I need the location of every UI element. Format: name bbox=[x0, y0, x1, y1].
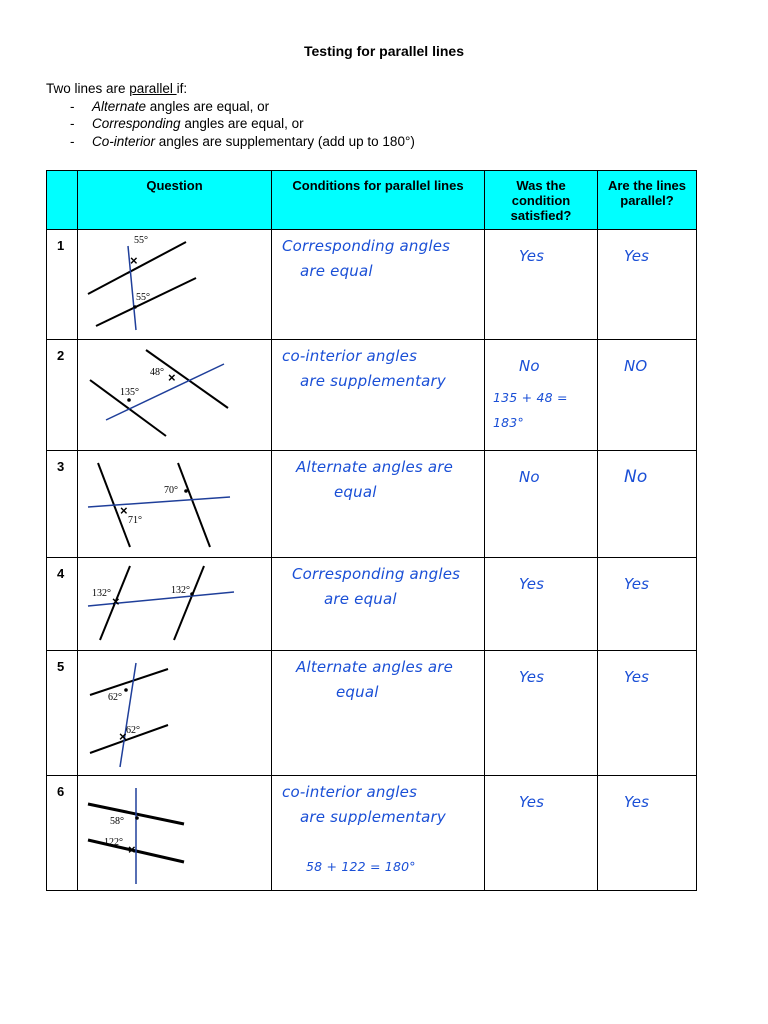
calculation: 58 + 122 = 180° bbox=[306, 859, 416, 874]
dot-mark bbox=[133, 305, 137, 309]
dot-mark bbox=[184, 489, 188, 493]
question-figure bbox=[78, 451, 272, 558]
satisfied-cell: Yes bbox=[485, 651, 598, 776]
table-row bbox=[47, 776, 697, 891]
parallel-cell: Yes bbox=[598, 776, 697, 891]
rule-item: - Co-interior angles are supplementary (add up to 180°) bbox=[70, 133, 415, 149]
question-figure bbox=[78, 340, 272, 451]
satisfied-cell: No bbox=[485, 451, 598, 558]
row-number: 5 bbox=[47, 651, 78, 776]
row-number: 2 bbox=[47, 340, 78, 451]
row-number: 6 bbox=[47, 776, 78, 891]
rule-item: - Alternate angles are equal, or bbox=[70, 98, 270, 114]
table-row bbox=[47, 651, 697, 776]
figure-q5 bbox=[78, 651, 272, 775]
calculation: 135 + 48 = 183° bbox=[493, 390, 568, 430]
dot-mark bbox=[127, 398, 131, 402]
figure-q6 bbox=[78, 776, 272, 890]
condition-cell: Alternate angles are equal bbox=[272, 651, 485, 776]
question-figure bbox=[78, 651, 272, 776]
lead-text: Two lines are bbox=[46, 81, 130, 96]
angle-label: 58° bbox=[110, 816, 124, 827]
cross-mark: × bbox=[130, 253, 138, 268]
satisfied-cell: Yes bbox=[485, 776, 598, 891]
angle-label: 135° bbox=[120, 387, 139, 398]
cross-mark: × bbox=[120, 503, 128, 518]
condition-cell: Corresponding angles are equal bbox=[272, 230, 485, 340]
header-conditions: Conditions for parallel lines bbox=[272, 171, 485, 230]
angle-label: 71° bbox=[128, 515, 142, 526]
satisfied-cell: Yes bbox=[485, 230, 598, 340]
row-number: 1 bbox=[47, 230, 78, 340]
dot-mark bbox=[135, 816, 139, 820]
question-figure bbox=[78, 230, 272, 340]
condition-cell: co-interior angles are supplementary 58 + 122 = 180° bbox=[272, 776, 485, 891]
header-parallel: Are the lines parallel? bbox=[598, 171, 697, 230]
rule-item: - Corresponding angles are equal, or bbox=[70, 116, 304, 131]
question-figure bbox=[78, 776, 272, 891]
condition-cell: Corresponding angles are equal bbox=[272, 558, 485, 651]
angle-label: 122° bbox=[104, 837, 123, 848]
parallel-cell: No bbox=[598, 451, 697, 558]
condition-cell: Alternate angles are equal bbox=[272, 451, 485, 558]
row-number: 4 bbox=[47, 558, 78, 651]
table-row bbox=[47, 558, 697, 651]
figure-q3 bbox=[78, 451, 272, 557]
table-row bbox=[47, 340, 697, 451]
rule-list bbox=[46, 98, 415, 151]
dot-mark bbox=[190, 592, 194, 596]
figure-q4 bbox=[78, 558, 272, 650]
angle-label: 132° bbox=[92, 588, 111, 599]
parallel-cell: Yes bbox=[598, 651, 697, 776]
figure-q2 bbox=[78, 340, 272, 450]
cross-mark: × bbox=[112, 594, 120, 609]
page-title: Testing for parallel lines bbox=[303, 43, 464, 59]
satisfied-cell: No 135 + 48 = 183° bbox=[485, 340, 598, 451]
satisfied-cell: Yes bbox=[485, 558, 598, 651]
angle-label: 48° bbox=[150, 367, 164, 378]
lead-end: if: bbox=[176, 81, 188, 96]
header-satisfied: Was the condition satisfied? bbox=[485, 171, 598, 230]
parallel-cell: NO bbox=[598, 340, 697, 451]
dot-mark bbox=[124, 688, 128, 692]
parallel-cell: Yes bbox=[598, 558, 697, 651]
header-row bbox=[47, 171, 697, 230]
angle-label: 55° bbox=[136, 292, 150, 303]
row-number: 3 bbox=[47, 451, 78, 558]
angle-label: 132° bbox=[171, 585, 190, 596]
table-row bbox=[47, 230, 697, 340]
intro-section bbox=[46, 80, 415, 150]
condition-cell: co-interior angles are supplementary bbox=[272, 340, 485, 451]
cross-mark: × bbox=[168, 370, 176, 385]
question-figure bbox=[78, 558, 272, 651]
cross-mark: × bbox=[128, 842, 136, 857]
parallel-cell: Yes bbox=[598, 230, 697, 340]
angle-label: 62° bbox=[108, 692, 122, 703]
intro-lead bbox=[46, 80, 415, 98]
header-num bbox=[47, 171, 78, 230]
header-question: Question bbox=[78, 171, 272, 230]
figure-q1 bbox=[78, 230, 272, 339]
angle-label: 62° bbox=[126, 725, 140, 736]
angle-label: 70° bbox=[164, 485, 178, 496]
lead-underlined: parallel bbox=[129, 81, 177, 96]
angle-label: 55° bbox=[134, 235, 148, 246]
parallel-lines-table bbox=[46, 170, 697, 891]
table-row bbox=[47, 451, 697, 558]
cross-mark: × bbox=[119, 729, 127, 744]
